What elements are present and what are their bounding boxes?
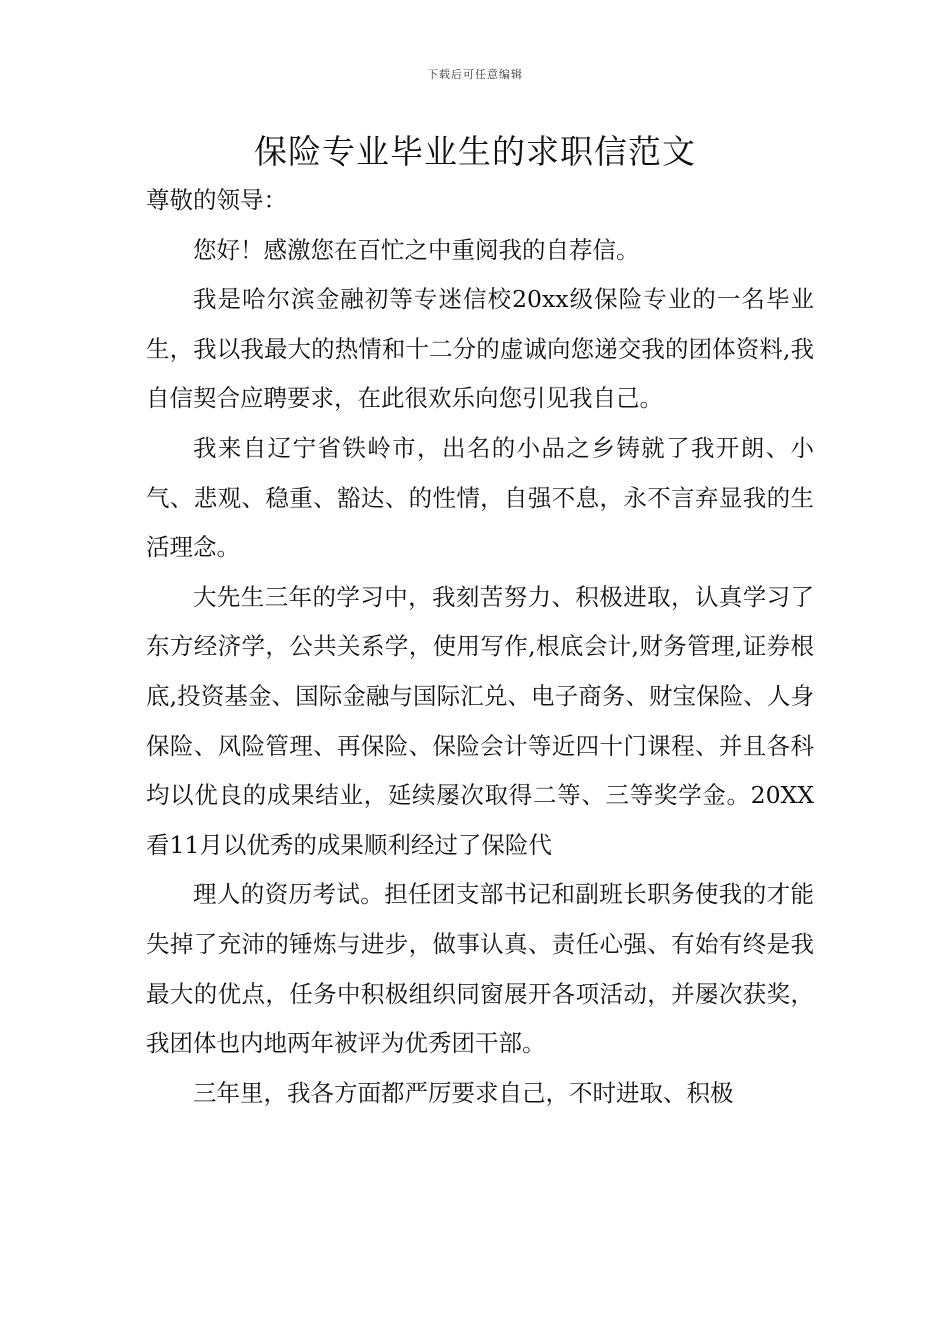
paragraph-greeting: 您好！感激您在百忙之中重阅我的自荐信。 xyxy=(193,235,640,264)
paragraph-activities: 理人的资历考试。担任团支部书记和副班长职务使我的才能失掉了充沛的锤炼与进步，做事认真、责任心强、有始有终是我最大的优点，任务中积极组织同窗展开各项活动，并屡次获奖，我团体也内地两年被评为优秀团干部。 xyxy=(146,880,814,1058)
letter-body xyxy=(146,176,814,1118)
paragraph-studies: 大先生三年的学习中，我刻苦努力、积极进取，认真学习了东方经济学，公共关系学，使用写作,根底会计,财务管理,证券根底,投资基金、国际金融与国际汇兑、电子商务、财宝保险、人身保险、风险管理、再保险、保险会计等近四十门课程、并且各科均以优良的成果结业，延续屡次取得二等、三等奖学金。20XX看11月以优秀的成果顺利经过了保险代 xyxy=(146,582,814,859)
salutation: 尊敬的领导： xyxy=(146,186,287,214)
paragraph-personality: 我来自辽宁省铁岭市，出名的小品之乡铸就了我开朗、小气、悲观、稳重、豁达、的性情，自强不息，永不言弃显我的生活理念。 xyxy=(146,433,814,562)
document-title: 保险专业毕业生的求职信范文 xyxy=(254,132,696,171)
paragraph-conclusion: 三年里，我各方面都严厉要求自己，不时进取、积极 xyxy=(193,1078,734,1107)
header-note: 下载后可任意编辑 xyxy=(427,68,523,81)
paragraph-introduction: 我是哈尔滨金融初等专迷信校20xx级保险专业的一名毕业生，我以我最大的热情和十二分的虚诚向您递交我的团体资料,我自信契合应聘要求，在此很欢乐向您引见我自己。 xyxy=(146,285,814,413)
